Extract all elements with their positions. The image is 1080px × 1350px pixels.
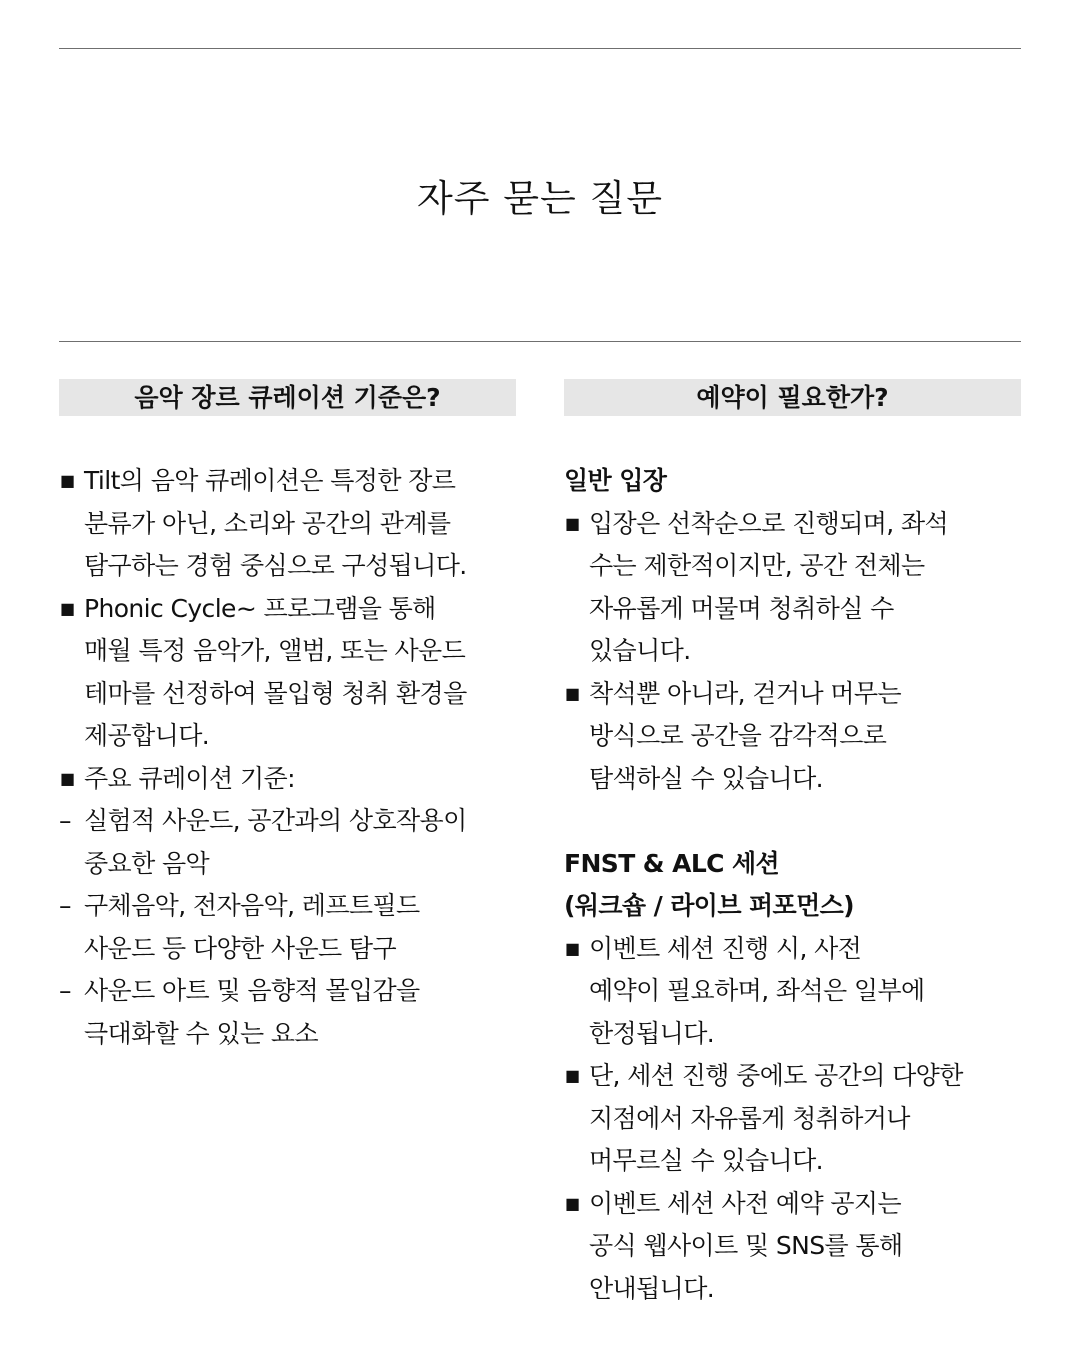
list-item-line: 중요한 음악: [84, 848, 210, 878]
general-admission-subhead: 일반 입장: [564, 466, 667, 495]
dash-icon: –: [59, 891, 71, 920]
list-item-line: 테마를 선정하여 몰입형 청취 환경을: [84, 678, 467, 708]
list-item-line: 실험적 사운드, 공간과의 상호작용이: [84, 806, 467, 835]
bullet-square-icon: ■: [565, 513, 580, 533]
list-item-line: 예약이 필요하며, 좌석은 일부에: [589, 976, 925, 1005]
list-item-line: 공식 웹사이트 및 SNS를 통해: [589, 1231, 903, 1260]
list-item-line: 있습니다.: [589, 636, 691, 665]
list-item-line: Tilt의 음악 큐레이션은 특정한 장르: [84, 466, 456, 495]
section-spacer: [564, 800, 1034, 843]
list-item-line: 지점에서 자유롭게 청취하거나: [589, 1103, 910, 1133]
list-item: [564, 503, 1034, 673]
list-item-line: 수는 제한적이지만, 공간 전체는: [589, 551, 925, 580]
list-item-line: 자유롭게 머물며 청취하실 수: [589, 593, 894, 623]
list-item-line: 단, 세션 진행 중에도 공간의 다양한: [589, 1061, 963, 1090]
list-item-line: 사운드 아트 및 음향적 몰입감을: [84, 976, 420, 1005]
page-title: 자주 묻는 질문: [417, 177, 663, 220]
bullet-square-icon: ■: [60, 768, 75, 788]
list-item-line: Phonic Cycle~ 프로그램을 통해: [84, 593, 436, 623]
faq-question-reservation: 예약이 필요한가?: [564, 379, 1021, 416]
sub-list-item: [59, 800, 529, 885]
list-item-line: 착석뿐 아니라, 걷거나 머무는: [589, 678, 901, 708]
top-divider: [59, 48, 1021, 49]
list-item: [564, 1055, 1034, 1183]
list-item-line: 매월 특정 음악가, 앨범, 또는 사운드: [84, 636, 466, 665]
list-item: [564, 673, 1034, 801]
bullet-square-icon: ■: [565, 1193, 580, 1213]
faq-answer-genre-curation: [59, 460, 529, 1055]
list-item-line: 탐색하실 수 있습니다.: [589, 763, 823, 793]
list-item-line: 입장은 선착순으로 진행되며, 좌석: [589, 508, 949, 538]
sub-list-item: [59, 970, 529, 1055]
list-item-line: 이벤트 세션 진행 시, 사전: [589, 933, 862, 963]
faq-answer-reservation: [564, 460, 1034, 1310]
list-item-line: 극대화할 수 있는 요소: [84, 1018, 318, 1048]
list-item-line: 머무르실 수 있습니다.: [589, 1146, 823, 1175]
list-item-line: 방식으로 공간을 감각적으로: [589, 721, 887, 750]
list-item-line: 사운드 등 다양한 사운드 탐구: [84, 933, 396, 963]
list-item: [59, 758, 529, 801]
list-item-line: 안내됩니다.: [589, 1273, 715, 1303]
list-item-line: 제공합니다.: [84, 721, 210, 750]
list-item-line: 한정됩니다.: [589, 1018, 715, 1048]
session-subhead-detail: (워크숍 / 라이브 퍼포먼스): [564, 891, 854, 920]
list-item: [59, 460, 529, 588]
dash-icon: –: [59, 976, 71, 1005]
bullet-square-icon: ■: [60, 598, 75, 618]
list-item-line: 구체음악, 전자음악, 레프트필드: [84, 891, 420, 920]
list-item: [564, 1183, 1034, 1311]
list-item-line: 탐구하는 경험 중심으로 구성됩니다.: [84, 551, 467, 580]
bullet-square-icon: ■: [565, 683, 580, 703]
dash-icon: –: [59, 806, 71, 835]
list-item: [564, 928, 1034, 1056]
list-item-line: 주요 큐레이션 기준:: [84, 763, 295, 793]
bullet-square-icon: ■: [565, 938, 580, 958]
sub-list-item: [59, 885, 529, 970]
middle-divider: [59, 341, 1021, 342]
list-item: [59, 588, 529, 758]
list-item-line: 이벤트 세션 사전 예약 공지는: [589, 1188, 901, 1218]
bullet-square-icon: ■: [565, 1066, 580, 1085]
session-subhead: FNST & ALC 세션: [564, 848, 780, 878]
bullet-square-icon: ■: [60, 471, 75, 490]
faq-question-genre-curation: 음악 장르 큐레이션 기준은?: [59, 379, 516, 416]
list-item-line: 분류가 아닌, 소리와 공간의 관계를: [84, 508, 451, 538]
